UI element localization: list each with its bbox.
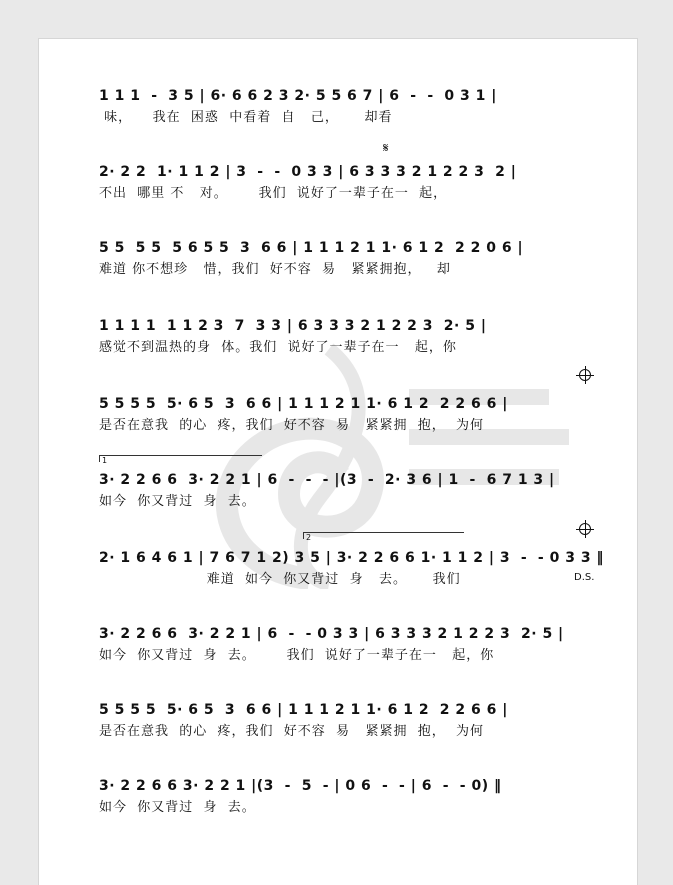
lyrics-row-10: 如今 你又背过 身 去。 bbox=[99, 800, 256, 815]
notation-row-2: 2· 2 2 1· 1 1 2 | 3 - - 0 3 3 | 6 3 3 3 2 1 2 2 3 2 | bbox=[99, 164, 517, 180]
first-ending-label: 1 bbox=[102, 456, 108, 465]
first-ending-bracket bbox=[99, 455, 262, 462]
lyrics-row-9: 是否在意我 的心 疼，我们 好不容 易 紧紧拥 抱， 为何 bbox=[99, 724, 484, 739]
notation-row-3: 5 5 5 5 5 6 5 5 3 6 6 | 1 1 1 2 1 1· 6 1 2 2 2 0 6 | bbox=[99, 240, 524, 256]
lyrics-row-4: 感觉不到温热的身 体。我们 说好了一辈子在一 起，你 bbox=[99, 340, 457, 355]
lyrics-row-7: 难道 如今 你又背过 身 去。 我们 bbox=[99, 572, 461, 587]
lyrics-row-6: 如今 你又背过 身 去。 bbox=[99, 494, 256, 509]
notation-row-5: 5 5 5 5 5· 6 5 3 6 6 | 1 1 1 2 1 1· 6 1 2 2 2 6 6 | bbox=[99, 396, 508, 412]
lyrics-row-5: 是否在意我 的心 疼，我们 好不容 易 紧紧拥 抱， 为何 bbox=[99, 418, 484, 433]
lyrics-row-8: 如今 你又背过 身 去。 我们 说好了一辈子在一 起，你 bbox=[99, 648, 495, 663]
notation-row-8: 3· 2 2 6 6 3· 2 2 1 | 6 - - 0 3 3 | 6 3 3 3 2 1 2 2 3 2· 5 | bbox=[99, 626, 564, 642]
second-ending-bracket bbox=[303, 532, 464, 539]
notation-row-4: 1 1 1 1 1 1 2 3 7 3 3 | 6 3 3 3 2 1 2 2 3 2· 5 | bbox=[99, 318, 487, 334]
notation-row-6: 3· 2 2 6 6 3· 2 2 1 | 6 - - - |(3 - 2· 3 6 | 1 - 6 7 1 3 | bbox=[99, 472, 555, 488]
score-sheet bbox=[38, 38, 638, 885]
second-ending-label: 2 bbox=[306, 533, 312, 542]
segno-icon: 𝄋 bbox=[383, 141, 389, 156]
notation-row-7: 2· 1 6 4 6 1 | 7 6 7 1 2) 3 5 | 3· 2 2 6 6 1· 1 1 2 | 3 - - 0 3 3 ‖ bbox=[99, 550, 604, 566]
lyrics-row-2: 不出 哪里 不 对。 我们 说好了一辈子在一 起， bbox=[99, 186, 448, 201]
coda-icon-2 bbox=[579, 523, 591, 535]
lyrics-row-1: 味， 我在 困惑 中看着 自 己， 却看 bbox=[99, 110, 393, 125]
coda-icon-1 bbox=[579, 369, 591, 381]
notation-row-10: 3· 2 2 6 6 3· 2 2 1 |(3 - 5 - | 0 6 - - | 6 - - 0) ‖ bbox=[99, 778, 502, 794]
lyrics-row-3: 难道 你不想珍 惜，我们 好不容 易 紧紧拥抱， 却 bbox=[99, 262, 451, 277]
notation-row-9: 5 5 5 5 5· 6 5 3 6 6 | 1 1 1 2 1 1· 6 1 2 2 2 6 6 | bbox=[99, 702, 508, 718]
notation-row-1: 1 1 1 - 3 5 | 6· 6 6 2 3 2· 5 5 6 7 | 6 - - 0 3 1 | bbox=[99, 88, 497, 104]
ds-mark: D.S. bbox=[574, 572, 595, 583]
